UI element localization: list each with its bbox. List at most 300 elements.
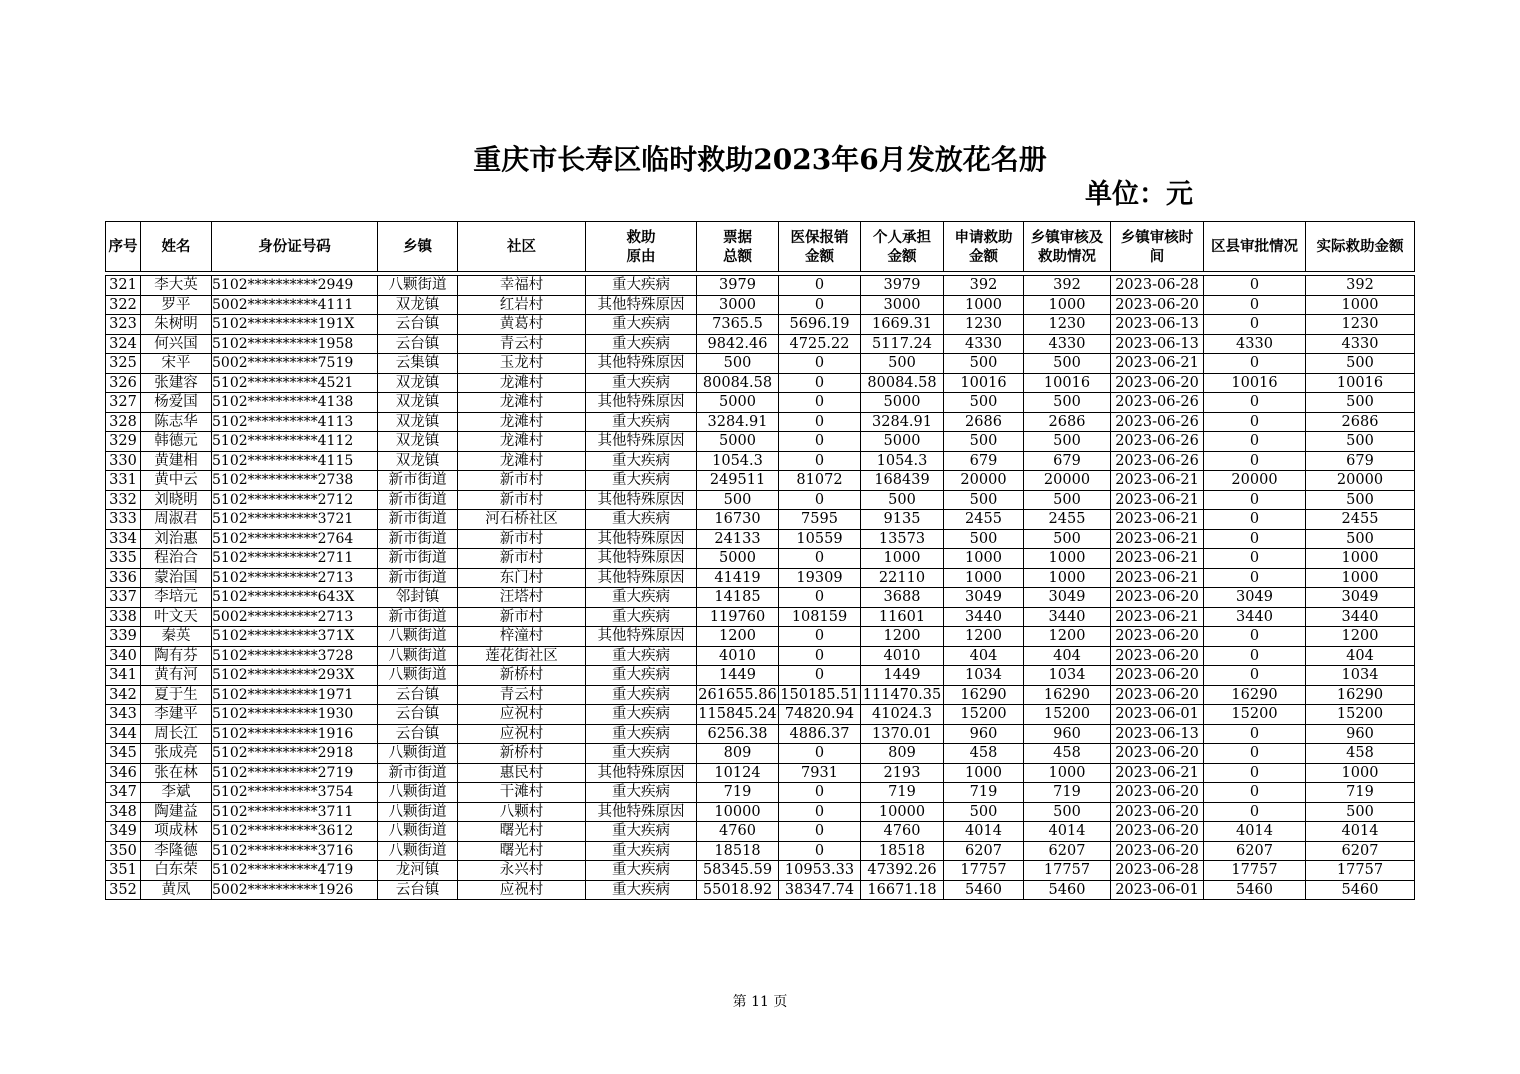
cell-town: 八颗街道 <box>378 822 458 842</box>
cell-town-review: 1230 <box>1024 315 1111 335</box>
cell-actual: 960 <box>1306 724 1415 744</box>
cell-county: 4330 <box>1204 334 1306 354</box>
cell-insurance: 0 <box>779 588 861 608</box>
header-county: 区县审批情况 <box>1204 222 1306 272</box>
cell-county: 0 <box>1204 646 1306 666</box>
header-town-review <box>1024 222 1111 272</box>
cell-personal: 719 <box>861 783 944 803</box>
cell-id-number: 5102**********3716 <box>212 841 378 861</box>
cell-apply: 5460 <box>944 880 1024 900</box>
cell-seq: 350 <box>106 841 141 861</box>
cell-personal: 3688 <box>861 588 944 608</box>
cell-actual: 1000 <box>1306 763 1415 783</box>
cell-county: 17757 <box>1204 861 1306 881</box>
cell-review-time: 2023-06-28 <box>1111 276 1204 296</box>
cell-town: 双龙镇 <box>378 393 458 413</box>
cell-personal: 5117.24 <box>861 334 944 354</box>
cell-seq: 332 <box>106 490 141 510</box>
cell-seq: 334 <box>106 529 141 549</box>
cell-reason: 重大疾病 <box>586 646 697 666</box>
cell-apply: 500 <box>944 393 1024 413</box>
cell-reason: 重大疾病 <box>586 471 697 491</box>
cell-community: 梓潼村 <box>458 627 586 647</box>
cell-bill-total: 10124 <box>697 763 779 783</box>
cell-community: 龙滩村 <box>458 393 586 413</box>
cell-town: 新市街道 <box>378 549 458 569</box>
table-row <box>106 471 1415 491</box>
cell-name: 罗平 <box>141 295 212 315</box>
cell-apply: 1034 <box>944 666 1024 686</box>
cell-review-time: 2023-06-01 <box>1111 880 1204 900</box>
cell-personal: 3979 <box>861 276 944 296</box>
header-review-time <box>1111 222 1204 272</box>
cell-town-review: 6207 <box>1024 841 1111 861</box>
cell-town-review: 3049 <box>1024 588 1111 608</box>
cell-id-number: 5102**********3711 <box>212 802 378 822</box>
cell-seq: 341 <box>106 666 141 686</box>
cell-seq: 326 <box>106 373 141 393</box>
cell-town: 云台镇 <box>378 705 458 725</box>
cell-community: 新市村 <box>458 529 586 549</box>
cell-id-number: 5102**********4112 <box>212 432 378 452</box>
cell-review-time: 2023-06-01 <box>1111 705 1204 725</box>
cell-id-number: 5102**********191X <box>212 315 378 335</box>
header-apply-line2: 金额 <box>969 247 998 265</box>
cell-seq: 324 <box>106 334 141 354</box>
cell-review-time: 2023-06-21 <box>1111 529 1204 549</box>
cell-town: 新市街道 <box>378 490 458 510</box>
cell-reason: 重大疾病 <box>586 822 697 842</box>
cell-county: 0 <box>1204 744 1306 764</box>
cell-actual: 500 <box>1306 529 1415 549</box>
cell-id-number: 5102**********3612 <box>212 822 378 842</box>
page-title: 重庆市长寿区临时救助2023年6月发放花名册 <box>473 143 1047 176</box>
cell-actual: 719 <box>1306 783 1415 803</box>
cell-name: 白东荣 <box>141 861 212 881</box>
cell-apply: 960 <box>944 724 1024 744</box>
cell-personal: 47392.26 <box>861 861 944 881</box>
cell-seq: 343 <box>106 705 141 725</box>
cell-seq: 321 <box>106 276 141 296</box>
cell-review-time: 2023-06-20 <box>1111 295 1204 315</box>
cell-community: 红岩村 <box>458 295 586 315</box>
cell-community: 应祝村 <box>458 705 586 725</box>
cell-community: 河石桥社区 <box>458 510 586 530</box>
cell-county: 0 <box>1204 432 1306 452</box>
header-bill-total-line2: 总额 <box>723 247 752 265</box>
table-row <box>106 685 1415 705</box>
cell-community: 应祝村 <box>458 724 586 744</box>
cell-apply: 4330 <box>944 334 1024 354</box>
cell-town-review: 3440 <box>1024 607 1111 627</box>
table-row <box>106 510 1415 530</box>
cell-review-time: 2023-06-21 <box>1111 471 1204 491</box>
table-row <box>106 588 1415 608</box>
cell-insurance: 0 <box>779 276 861 296</box>
cell-id-number: 5102**********4113 <box>212 412 378 432</box>
cell-personal: 500 <box>861 354 944 374</box>
cell-id-number: 5102**********3721 <box>212 510 378 530</box>
cell-county: 0 <box>1204 627 1306 647</box>
cell-apply: 2686 <box>944 412 1024 432</box>
cell-county: 0 <box>1204 451 1306 471</box>
header-insurance-line1: 医保报销 <box>790 228 849 246</box>
cell-review-time: 2023-06-21 <box>1111 490 1204 510</box>
header-review-time-line2: 间 <box>1149 247 1165 265</box>
cell-review-time: 2023-06-21 <box>1111 568 1204 588</box>
cell-actual: 3049 <box>1306 588 1415 608</box>
cell-county: 0 <box>1204 393 1306 413</box>
cell-id-number: 5102**********2713 <box>212 568 378 588</box>
cell-insurance: 0 <box>779 354 861 374</box>
cell-county: 0 <box>1204 315 1306 335</box>
cell-town: 新市街道 <box>378 763 458 783</box>
cell-insurance: 0 <box>779 841 861 861</box>
cell-apply: 4014 <box>944 822 1024 842</box>
header-bill-total <box>697 222 779 272</box>
cell-reason: 重大疾病 <box>586 276 697 296</box>
cell-bill-total: 14185 <box>697 588 779 608</box>
cell-insurance: 0 <box>779 744 861 764</box>
cell-name: 张在林 <box>141 763 212 783</box>
cell-community: 龙滩村 <box>458 451 586 471</box>
cell-reason: 重大疾病 <box>586 412 697 432</box>
table-row <box>106 666 1415 686</box>
cell-town: 八颗街道 <box>378 783 458 803</box>
cell-reason: 重大疾病 <box>586 510 697 530</box>
cell-reason: 重大疾病 <box>586 315 697 335</box>
cell-town: 双龙镇 <box>378 412 458 432</box>
cell-town-review: 10016 <box>1024 373 1111 393</box>
cell-id-number: 5102**********1971 <box>212 685 378 705</box>
cell-reason: 重大疾病 <box>586 705 697 725</box>
cell-bill-total: 249511 <box>697 471 779 491</box>
cell-town-review: 458 <box>1024 744 1111 764</box>
cell-reason: 重大疾病 <box>586 666 697 686</box>
header-name: 姓名 <box>141 222 212 272</box>
cell-id-number: 5102**********3754 <box>212 783 378 803</box>
cell-county: 0 <box>1204 549 1306 569</box>
cell-personal: 1669.31 <box>861 315 944 335</box>
cell-seq: 331 <box>106 471 141 491</box>
cell-id-number: 5102**********293X <box>212 666 378 686</box>
cell-id-number: 5102**********2764 <box>212 529 378 549</box>
cell-town: 龙河镇 <box>378 861 458 881</box>
cell-insurance: 0 <box>779 549 861 569</box>
cell-insurance: 0 <box>779 393 861 413</box>
cell-apply: 10016 <box>944 373 1024 393</box>
cell-county: 20000 <box>1204 471 1306 491</box>
cell-name: 张建容 <box>141 373 212 393</box>
cell-reason: 重大疾病 <box>586 783 697 803</box>
cell-insurance: 4886.37 <box>779 724 861 744</box>
cell-town-review: 500 <box>1024 529 1111 549</box>
cell-seq: 344 <box>106 724 141 744</box>
cell-name: 宋平 <box>141 354 212 374</box>
cell-seq: 349 <box>106 822 141 842</box>
cell-bill-total: 80084.58 <box>697 373 779 393</box>
table-row <box>106 412 1415 432</box>
cell-actual: 1000 <box>1306 568 1415 588</box>
table-row <box>106 763 1415 783</box>
cell-apply: 3049 <box>944 588 1024 608</box>
cell-town: 八颗街道 <box>378 646 458 666</box>
cell-reason: 其他特殊原因 <box>586 432 697 452</box>
cell-insurance: 10953.33 <box>779 861 861 881</box>
cell-personal: 1200 <box>861 627 944 647</box>
cell-town-review: 719 <box>1024 783 1111 803</box>
cell-seq: 328 <box>106 412 141 432</box>
cell-reason: 其他特殊原因 <box>586 627 697 647</box>
cell-reason: 重大疾病 <box>586 744 697 764</box>
cell-town: 云集镇 <box>378 354 458 374</box>
table-row <box>106 393 1415 413</box>
cell-reason: 其他特殊原因 <box>586 490 697 510</box>
cell-town: 八颗街道 <box>378 666 458 686</box>
cell-personal: 13573 <box>861 529 944 549</box>
cell-id-number: 5102**********1958 <box>212 334 378 354</box>
cell-seq: 322 <box>106 295 141 315</box>
cell-community: 新市村 <box>458 490 586 510</box>
cell-insurance: 7931 <box>779 763 861 783</box>
cell-seq: 336 <box>106 568 141 588</box>
cell-county: 0 <box>1204 568 1306 588</box>
cell-town-review: 1200 <box>1024 627 1111 647</box>
cell-apply: 458 <box>944 744 1024 764</box>
cell-town-review: 404 <box>1024 646 1111 666</box>
cell-review-time: 2023-06-13 <box>1111 724 1204 744</box>
cell-name: 朱树明 <box>141 315 212 335</box>
cell-name: 程治合 <box>141 549 212 569</box>
cell-name: 黄有河 <box>141 666 212 686</box>
cell-bill-total: 4760 <box>697 822 779 842</box>
cell-reason: 重大疾病 <box>586 861 697 881</box>
cell-personal: 4760 <box>861 822 944 842</box>
cell-community: 幸福村 <box>458 276 586 296</box>
header-town-review-line1: 乡镇审核及 <box>1030 228 1104 246</box>
header-row <box>106 222 1415 272</box>
cell-name: 李培元 <box>141 588 212 608</box>
cell-insurance: 5696.19 <box>779 315 861 335</box>
table-body <box>106 276 1415 900</box>
cell-seq: 346 <box>106 763 141 783</box>
cell-county: 0 <box>1204 666 1306 686</box>
cell-review-time: 2023-06-21 <box>1111 549 1204 569</box>
table-row <box>106 354 1415 374</box>
cell-actual: 404 <box>1306 646 1415 666</box>
cell-id-number: 5102**********2719 <box>212 763 378 783</box>
header-seq: 序号 <box>106 222 141 272</box>
cell-apply: 404 <box>944 646 1024 666</box>
cell-actual: 5460 <box>1306 880 1415 900</box>
cell-id-number: 5102**********2711 <box>212 549 378 569</box>
header-actual: 实际救助金额 <box>1306 222 1415 272</box>
cell-town: 云台镇 <box>378 334 458 354</box>
cell-bill-total: 58345.59 <box>697 861 779 881</box>
cell-town-review: 500 <box>1024 432 1111 452</box>
cell-town: 双龙镇 <box>378 373 458 393</box>
cell-review-time: 2023-06-26 <box>1111 451 1204 471</box>
cell-review-time: 2023-06-20 <box>1111 802 1204 822</box>
table-row <box>106 861 1415 881</box>
cell-name: 李隆德 <box>141 841 212 861</box>
cell-review-time: 2023-06-20 <box>1111 685 1204 705</box>
cell-community: 新市村 <box>458 607 586 627</box>
cell-id-number: 5102**********2738 <box>212 471 378 491</box>
cell-bill-total: 7365.5 <box>697 315 779 335</box>
cell-town-review: 500 <box>1024 490 1111 510</box>
cell-personal: 18518 <box>861 841 944 861</box>
cell-county: 6207 <box>1204 841 1306 861</box>
cell-actual: 3440 <box>1306 607 1415 627</box>
cell-name: 叶文天 <box>141 607 212 627</box>
cell-insurance: 0 <box>779 451 861 471</box>
cell-actual: 4014 <box>1306 822 1415 842</box>
cell-county: 15200 <box>1204 705 1306 725</box>
cell-apply: 16290 <box>944 685 1024 705</box>
cell-name: 项成林 <box>141 822 212 842</box>
cell-town-review: 4330 <box>1024 334 1111 354</box>
cell-town-review: 15200 <box>1024 705 1111 725</box>
cell-name: 黄建相 <box>141 451 212 471</box>
header-insurance-line2: 金额 <box>805 247 834 265</box>
cell-community: 龙滩村 <box>458 373 586 393</box>
cell-seq: 351 <box>106 861 141 881</box>
cell-id-number: 5102**********4138 <box>212 393 378 413</box>
cell-seq: 327 <box>106 393 141 413</box>
cell-insurance: 0 <box>779 490 861 510</box>
cell-review-time: 2023-06-21 <box>1111 510 1204 530</box>
cell-town-review: 2686 <box>1024 412 1111 432</box>
cell-county: 3049 <box>1204 588 1306 608</box>
cell-bill-total: 55018.92 <box>697 880 779 900</box>
cell-apply: 2455 <box>944 510 1024 530</box>
cell-personal: 80084.58 <box>861 373 944 393</box>
cell-town-review: 679 <box>1024 451 1111 471</box>
cell-actual: 1230 <box>1306 315 1415 335</box>
table-row <box>106 334 1415 354</box>
cell-reason: 其他特殊原因 <box>586 529 697 549</box>
cell-community: 曙光村 <box>458 822 586 842</box>
cell-actual: 500 <box>1306 802 1415 822</box>
header-town-review-line2: 救助情况 <box>1038 247 1096 265</box>
cell-town: 新市街道 <box>378 510 458 530</box>
header-reason-line1: 救助 <box>626 228 656 246</box>
cell-personal: 4010 <box>861 646 944 666</box>
cell-insurance: 150185.51 <box>780 686 859 703</box>
cell-bill-total: 10000 <box>697 802 779 822</box>
cell-community: 新桥村 <box>458 666 586 686</box>
table-row <box>106 432 1415 452</box>
cell-community: 新桥村 <box>458 744 586 764</box>
cell-community: 青云村 <box>458 334 586 354</box>
cell-apply: 1000 <box>944 763 1024 783</box>
cell-review-time: 2023-06-26 <box>1111 412 1204 432</box>
cell-bill-total: 5000 <box>697 549 779 569</box>
cell-county: 0 <box>1204 412 1306 432</box>
cell-apply: 1200 <box>944 627 1024 647</box>
header-personal-line2: 金额 <box>887 247 917 265</box>
cell-community: 龙滩村 <box>458 412 586 432</box>
cell-actual: 2686 <box>1306 412 1415 432</box>
cell-community: 青云村 <box>458 685 586 705</box>
cell-town: 云台镇 <box>378 315 458 335</box>
cell-seq: 335 <box>106 549 141 569</box>
cell-name: 韩德元 <box>141 432 212 452</box>
cell-personal: 111470.35 <box>861 685 944 705</box>
cell-actual: 10016 <box>1306 373 1415 393</box>
cell-reason: 重大疾病 <box>586 588 697 608</box>
cell-name: 黄凤 <box>141 880 212 900</box>
cell-personal: 168439 <box>861 471 944 491</box>
cell-personal: 16671.18 <box>861 880 944 900</box>
cell-id-number: 5102**********643X <box>212 588 378 608</box>
cell-review-time: 2023-06-21 <box>1111 763 1204 783</box>
header-review-time-line1: 乡镇审核时 <box>1120 228 1194 246</box>
cell-review-time: 2023-06-28 <box>1111 861 1204 881</box>
cell-community: 莲花街社区 <box>458 646 586 666</box>
table-row <box>106 295 1415 315</box>
cell-town: 新市街道 <box>378 607 458 627</box>
table-row <box>106 529 1415 549</box>
table-row <box>106 568 1415 588</box>
table-row <box>106 607 1415 627</box>
cell-bill-total: 809 <box>697 744 779 764</box>
cell-actual: 1200 <box>1306 627 1415 647</box>
cell-town: 双龙镇 <box>378 451 458 471</box>
cell-actual: 500 <box>1306 432 1415 452</box>
cell-town-review: 500 <box>1024 354 1111 374</box>
cell-community: 曙光村 <box>458 841 586 861</box>
cell-insurance: 0 <box>779 412 861 432</box>
cell-personal: 1449 <box>861 666 944 686</box>
cell-town: 八颗街道 <box>378 744 458 764</box>
cell-personal: 2193 <box>861 763 944 783</box>
table-row <box>106 822 1415 842</box>
cell-reason: 其他特殊原因 <box>586 802 697 822</box>
cell-town: 八颗街道 <box>378 802 458 822</box>
cell-actual: 20000 <box>1306 471 1415 491</box>
cell-county: 10016 <box>1204 373 1306 393</box>
cell-id-number: 5102**********2949 <box>212 276 378 296</box>
cell-county: 0 <box>1204 510 1306 530</box>
cell-apply: 679 <box>944 451 1024 471</box>
cell-reason: 重大疾病 <box>586 334 697 354</box>
table-row <box>106 276 1415 296</box>
cell-reason: 其他特殊原因 <box>586 549 697 569</box>
cell-town: 新市街道 <box>378 568 458 588</box>
cell-community: 八颗村 <box>458 802 586 822</box>
cell-insurance: 10559 <box>779 529 861 549</box>
cell-personal: 1370.01 <box>861 724 944 744</box>
cell-personal: 500 <box>861 490 944 510</box>
cell-reason: 重大疾病 <box>586 451 697 471</box>
table-row <box>106 549 1415 569</box>
table-row <box>106 646 1415 666</box>
cell-county: 16290 <box>1204 685 1306 705</box>
cell-bill-total: 1449 <box>697 666 779 686</box>
cell-county: 0 <box>1204 783 1306 803</box>
cell-town: 邻封镇 <box>378 588 458 608</box>
cell-town: 双龙镇 <box>378 432 458 452</box>
cell-seq: 352 <box>106 880 141 900</box>
cell-bill-total: 9842.46 <box>697 334 779 354</box>
cell-id-number: 5102**********1930 <box>212 705 378 725</box>
cell-seq: 348 <box>106 802 141 822</box>
cell-personal: 5000 <box>861 393 944 413</box>
cell-town: 云台镇 <box>378 724 458 744</box>
cell-community: 惠民村 <box>458 763 586 783</box>
